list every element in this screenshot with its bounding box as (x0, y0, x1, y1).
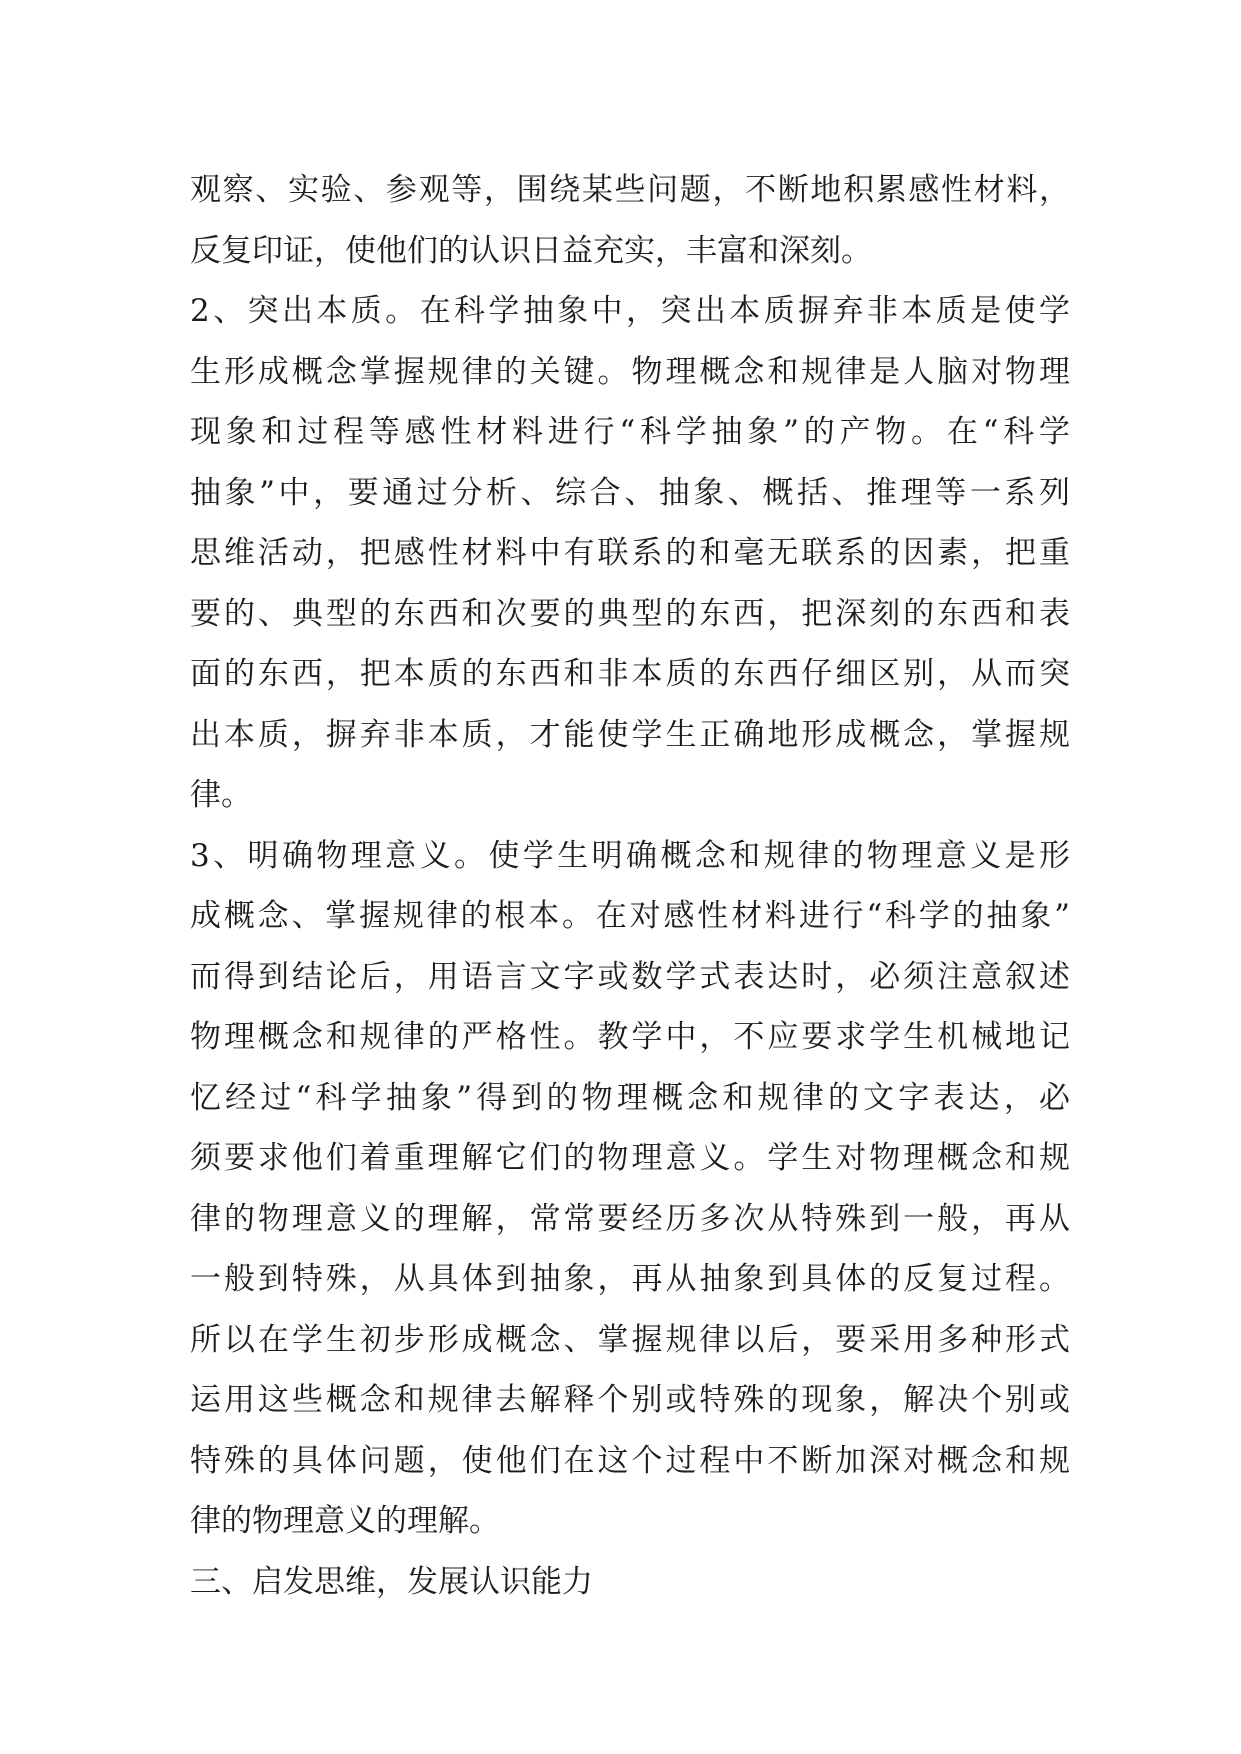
text-line: 思维活动，把感性材料中有联系的和毫无联系的因素，把重 (190, 535, 1070, 571)
text-line: 3、明确物理意义。使学生明确概念和规律的物理意义是形 (190, 837, 1070, 874)
section-heading: 三、启发思维，发展认识能力 (190, 1563, 593, 1600)
text-line: 所以在学生初步形成概念、掌握规律以后，要采用多种形式 (190, 1321, 1070, 1358)
text-line: 反复印证，使他们的认识日益充实，丰富和深刻。 (190, 232, 872, 269)
text-line: 须要求他们着重理解它们的物理意义。学生对物理概念和规 (190, 1140, 1070, 1176)
text-line: 成概念、掌握规律的根本。在对感性材料进行“科学的抽象” (190, 898, 1070, 934)
text-line: 律的物理意义的理解。 (190, 1503, 500, 1539)
text-line: 面的东西，把本质的东西和非本质的东西仔细区别，从而突 (190, 656, 1070, 692)
body-text (190, 160, 1070, 1612)
text-line: 生形成概念掌握规律的关键。物理概念和规律是人脑对物理 (190, 353, 1070, 390)
text-line: 而得到结论后，用语言文字或数学式表达时，必须注意叙述 (190, 958, 1070, 995)
text-line: 观察、实验、参观等，围绕某些问题，不断地积累感性材料， (190, 172, 1070, 208)
text-line: 忆经过“科学抽象”得到的物理概念和规律的文字表达，必 (190, 1079, 1070, 1116)
text-line: 运用这些概念和规律去解释个别或特殊的现象，解决个别或 (190, 1382, 1070, 1418)
text-line: 2、突出本质。在科学抽象中，突出本质摒弃非本质是使学 (190, 293, 1070, 329)
text-line: 特殊的具体问题，使他们在这个过程中不断加深对概念和规 (190, 1442, 1070, 1479)
text-line: 抽象”中，要通过分析、综合、抽象、概括、推理等一系列 (190, 474, 1070, 511)
text-line: 物理概念和规律的严格性。教学中，不应要求学生机械地记 (190, 1019, 1070, 1055)
text-line: 一般到特殊，从具体到抽象，再从抽象到具体的反复过程。 (190, 1261, 1070, 1297)
text-line: 要的、典型的东西和次要的典型的东西，把深刻的东西和表 (190, 595, 1070, 632)
text-line: 出本质，摒弃非本质，才能使学生正确地形成概念，掌握规 (190, 716, 1070, 753)
text-line: 现象和过程等感性材料进行“科学抽象”的产物。在“科学 (190, 414, 1070, 450)
text-line: 律。 (190, 777, 252, 813)
text-line: 律的物理意义的理解，常常要经历多次从特殊到一般，再从 (190, 1200, 1070, 1237)
